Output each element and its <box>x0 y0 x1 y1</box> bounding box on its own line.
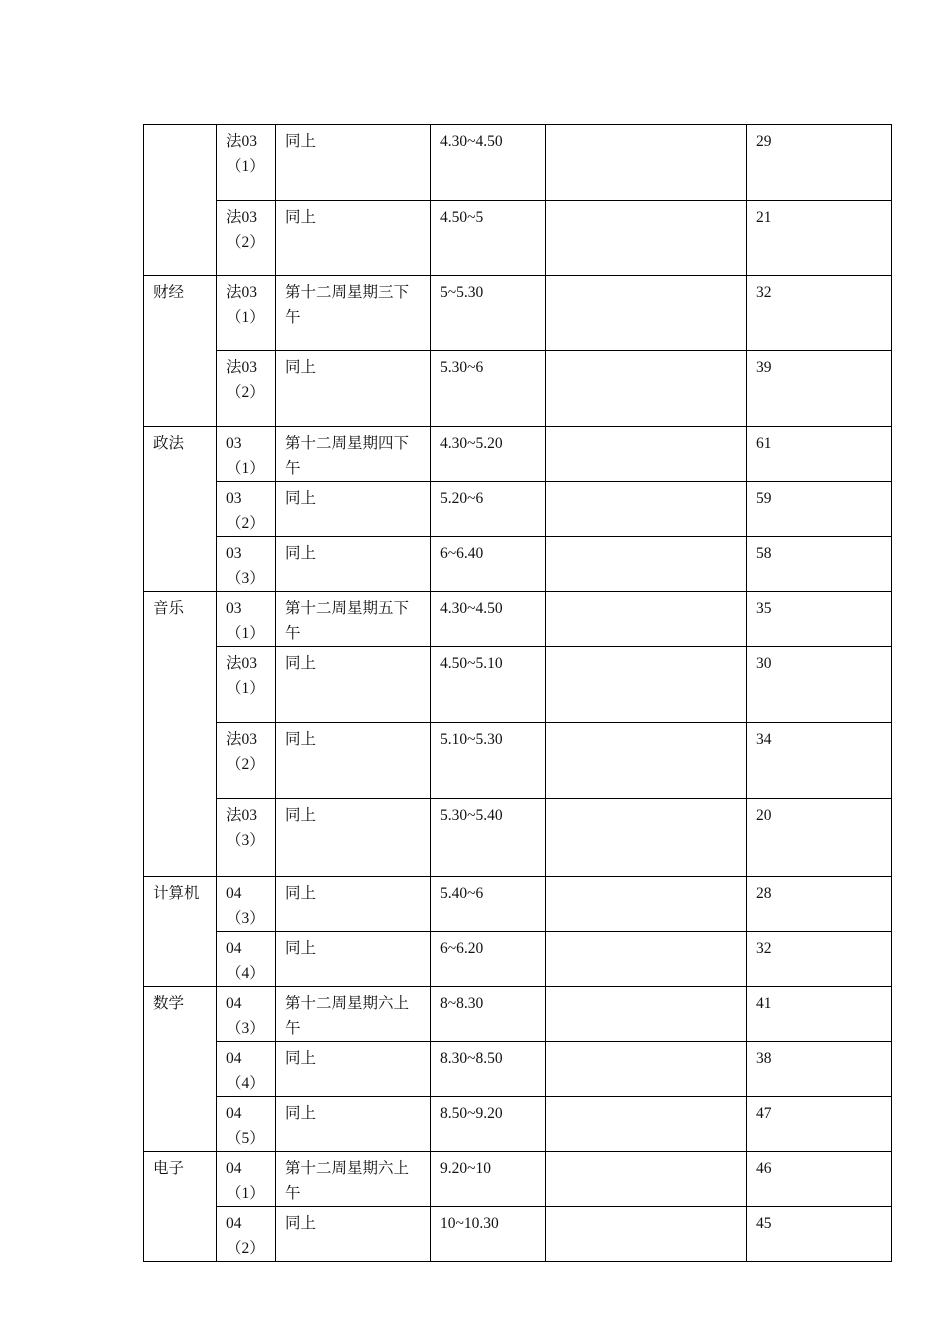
date-cell: 同上 <box>276 647 431 723</box>
table-row <box>144 647 892 723</box>
date-cell: 同上 <box>276 201 431 276</box>
count-cell: 32 <box>747 276 892 351</box>
time-cell: 8~8.30 <box>431 987 546 1042</box>
table-row <box>144 1207 892 1262</box>
department-cell: 计算机 <box>144 877 217 987</box>
date-cell: 同上 <box>276 723 431 799</box>
note-cell <box>546 276 747 351</box>
time-cell: 8.50~9.20 <box>431 1097 546 1152</box>
department-cell <box>144 125 217 276</box>
note-cell <box>546 537 747 592</box>
date-cell: 同上 <box>276 125 431 201</box>
note-cell <box>546 647 747 723</box>
class-cell: 法03（1） <box>217 125 276 201</box>
date-cell: 同上 <box>276 482 431 537</box>
note-cell <box>546 1152 747 1207</box>
date-cell: 第十二周星期六上午 <box>276 1152 431 1207</box>
date-cell: 同上 <box>276 877 431 932</box>
note-cell <box>546 1042 747 1097</box>
class-cell: 04（5） <box>217 1097 276 1152</box>
department-cell: 财经 <box>144 276 217 427</box>
time-cell: 4.50~5 <box>431 201 546 276</box>
note-cell <box>546 201 747 276</box>
note-cell <box>546 799 747 877</box>
class-cell: 法03（2） <box>217 723 276 799</box>
note-cell <box>546 723 747 799</box>
note-cell <box>546 1207 747 1262</box>
department-cell: 电子 <box>144 1152 217 1262</box>
time-cell: 10~10.30 <box>431 1207 546 1262</box>
table-row <box>144 1152 892 1207</box>
time-cell: 9.20~10 <box>431 1152 546 1207</box>
time-cell: 6~6.20 <box>431 932 546 987</box>
count-cell: 20 <box>747 799 892 877</box>
time-cell: 4.30~4.50 <box>431 125 546 201</box>
table-row <box>144 351 892 427</box>
table-row <box>144 1042 892 1097</box>
date-cell: 同上 <box>276 1207 431 1262</box>
department-cell: 政法 <box>144 427 217 592</box>
time-cell: 5.20~6 <box>431 482 546 537</box>
table-row <box>144 537 892 592</box>
table-row <box>144 276 892 351</box>
count-cell: 28 <box>747 877 892 932</box>
class-cell: 法03（3） <box>217 799 276 877</box>
class-cell: 03（1） <box>217 427 276 482</box>
table-row <box>144 1097 892 1152</box>
note-cell <box>546 427 747 482</box>
count-cell: 46 <box>747 1152 892 1207</box>
class-cell: 法03（2） <box>217 351 276 427</box>
date-cell: 第十二周星期五下午 <box>276 592 431 647</box>
class-cell: 03（2） <box>217 482 276 537</box>
note-cell <box>546 592 747 647</box>
time-cell: 8.30~8.50 <box>431 1042 546 1097</box>
note-cell <box>546 1097 747 1152</box>
table-row <box>144 427 892 482</box>
class-cell: 法03（1） <box>217 647 276 723</box>
time-cell: 5.30~5.40 <box>431 799 546 877</box>
date-cell: 同上 <box>276 1042 431 1097</box>
date-cell: 第十二周星期六上午 <box>276 987 431 1042</box>
count-cell: 47 <box>747 1097 892 1152</box>
class-cell: 04（4） <box>217 932 276 987</box>
class-cell: 04（1） <box>217 1152 276 1207</box>
time-cell: 5~5.30 <box>431 276 546 351</box>
note-cell <box>546 932 747 987</box>
class-cell: 03（3） <box>217 537 276 592</box>
time-cell: 5.10~5.30 <box>431 723 546 799</box>
table-row <box>144 799 892 877</box>
class-cell: 04（3） <box>217 877 276 932</box>
count-cell: 59 <box>747 482 892 537</box>
table-row <box>144 877 892 932</box>
note-cell <box>546 351 747 427</box>
note-cell <box>546 125 747 201</box>
class-cell: 04（3） <box>217 987 276 1042</box>
count-cell: 45 <box>747 1207 892 1262</box>
note-cell <box>546 482 747 537</box>
time-cell: 5.30~6 <box>431 351 546 427</box>
count-cell: 41 <box>747 987 892 1042</box>
note-cell <box>546 987 747 1042</box>
time-cell: 4.30~4.50 <box>431 592 546 647</box>
date-cell: 同上 <box>276 932 431 987</box>
count-cell: 29 <box>747 125 892 201</box>
time-cell: 5.40~6 <box>431 877 546 932</box>
count-cell: 21 <box>747 201 892 276</box>
table-row <box>144 592 892 647</box>
time-cell: 4.50~5.10 <box>431 647 546 723</box>
time-cell: 6~6.40 <box>431 537 546 592</box>
table-row <box>144 482 892 537</box>
schedule-table-body <box>144 125 892 1262</box>
class-cell: 03（1） <box>217 592 276 647</box>
department-cell: 音乐 <box>144 592 217 877</box>
table-row <box>144 932 892 987</box>
table-row <box>144 723 892 799</box>
count-cell: 30 <box>747 647 892 723</box>
class-cell: 法03（2） <box>217 201 276 276</box>
date-cell: 同上 <box>276 799 431 877</box>
count-cell: 38 <box>747 1042 892 1097</box>
date-cell: 同上 <box>276 537 431 592</box>
date-cell: 第十二周星期三下午 <box>276 276 431 351</box>
date-cell: 同上 <box>276 1097 431 1152</box>
count-cell: 39 <box>747 351 892 427</box>
class-cell: 法03（1） <box>217 276 276 351</box>
note-cell <box>546 877 747 932</box>
table-row <box>144 201 892 276</box>
count-cell: 34 <box>747 723 892 799</box>
time-cell: 4.30~5.20 <box>431 427 546 482</box>
count-cell: 32 <box>747 932 892 987</box>
count-cell: 35 <box>747 592 892 647</box>
schedule-table <box>143 124 892 1262</box>
department-cell: 数学 <box>144 987 217 1152</box>
class-cell: 04（2） <box>217 1207 276 1262</box>
table-row <box>144 125 892 201</box>
date-cell: 同上 <box>276 351 431 427</box>
date-cell: 第十二周星期四下午 <box>276 427 431 482</box>
table-row <box>144 987 892 1042</box>
class-cell: 04（4） <box>217 1042 276 1097</box>
count-cell: 58 <box>747 537 892 592</box>
count-cell: 61 <box>747 427 892 482</box>
